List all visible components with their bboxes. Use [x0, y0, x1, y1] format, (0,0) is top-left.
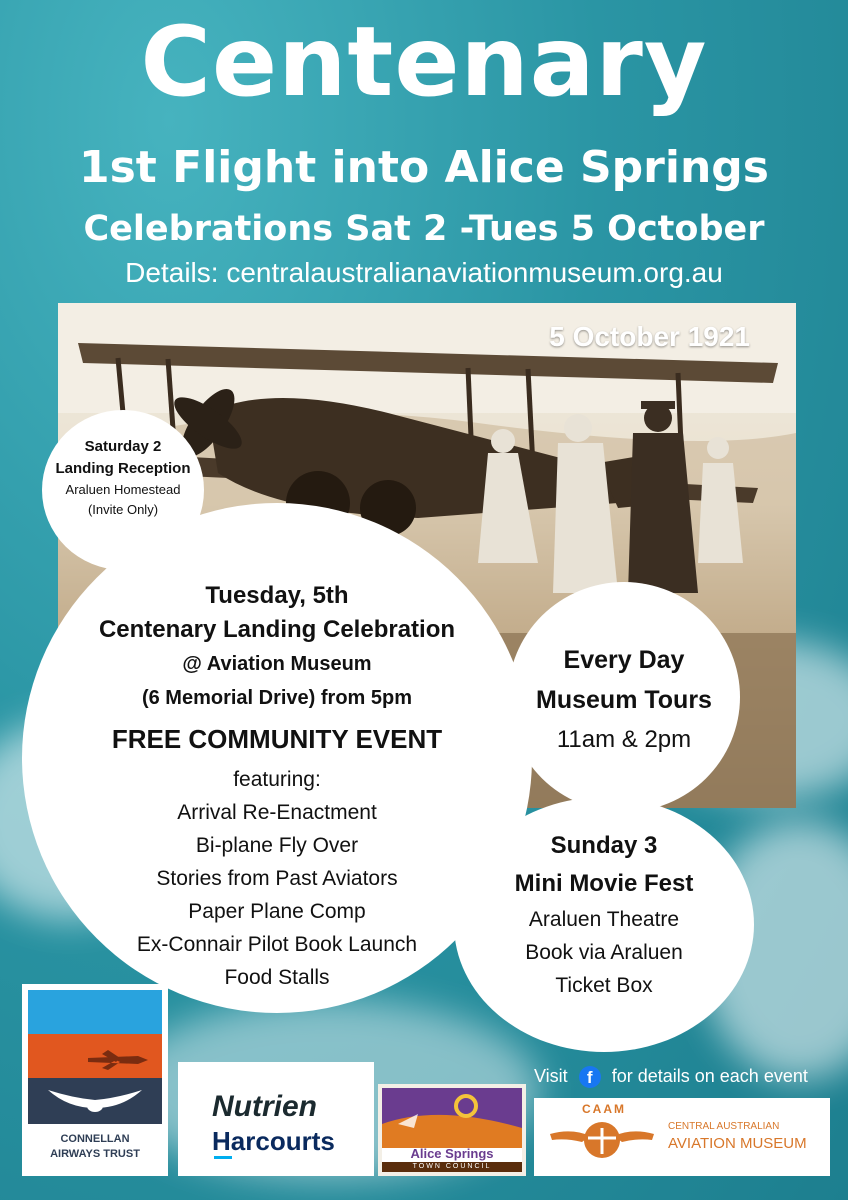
tuesday-venue: @ Aviation Museum	[182, 653, 372, 675]
feature-item: Bi-plane Fly Over	[195, 834, 359, 857]
museum-tours-label: Museum Tours	[536, 686, 712, 714]
sunday-book-2: Ticket Box	[555, 974, 653, 997]
saturday-day: Saturday 2	[84, 438, 162, 455]
connellan-airways-trust-logo[interactable]	[22, 984, 168, 1176]
visit-prefix: Visit	[534, 1066, 568, 1086]
town-council-label: TOWN COUNCIL	[412, 1163, 492, 1170]
visit-suffix: for details on each event	[611, 1066, 808, 1086]
feature-item: Paper Plane Comp	[188, 900, 366, 923]
feature-item: Arrival Re-Enactment	[177, 801, 377, 824]
sunday-venue: Araluen Theatre	[528, 908, 680, 931]
saturday-note: (Invite Only)	[87, 502, 159, 517]
everyday-label: Every Day	[563, 646, 685, 674]
nutrien-wordmark: Nutrien	[212, 1090, 317, 1123]
event-dates: Celebrations Sat 2 -Tues 5 October	[83, 209, 765, 249]
feature-item: Stories from Past Aviators	[156, 867, 398, 890]
caam-abbr: CAAM	[582, 1102, 626, 1116]
facebook-icon[interactable]: f	[579, 1066, 601, 1088]
facebook-visit-note	[534, 1066, 808, 1088]
feature-item: Ex-Connair Pilot Book Launch	[136, 933, 418, 956]
wings-icon	[28, 1078, 162, 1124]
free-event-banner: FREE COMMUNITY EVENT	[111, 724, 443, 754]
tuesday-day: Tuesday, 5th	[205, 582, 349, 609]
saturday-venue: Araluen Homestead	[65, 482, 181, 497]
connellan-blue-band	[28, 990, 162, 1034]
sunday-book: Book via Araluen	[525, 941, 683, 964]
alice-springs-label: Alice Springs	[410, 1146, 494, 1161]
harcourts-underline	[214, 1156, 232, 1159]
sunday-event: Mini Movie Fest	[514, 870, 694, 897]
details-link[interactable]: Details: centralaustralianaviationmuseum.org.au	[125, 257, 723, 288]
tuesday-address: (6 Memorial Drive) from 5pm	[141, 687, 413, 709]
page-title: Centenary	[140, 6, 708, 118]
nutrien-harcourts-logo[interactable]	[178, 1062, 374, 1176]
alice-springs-town-council-logo[interactable]	[378, 1084, 526, 1176]
caam-name: CENTRAL AUSTRALIAN AVIATION MUSEUM	[668, 1121, 807, 1152]
feature-item: Food Stalls	[224, 966, 330, 989]
central-australian-aviation-museum-logo[interactable]	[534, 1098, 830, 1176]
sunday-day: Sunday 3	[550, 832, 658, 859]
plane-silhouette-icon	[28, 1034, 162, 1078]
harcourts-wordmark: Harcourts	[212, 1126, 335, 1156]
everyday-bubble	[508, 582, 740, 812]
subtitle: 1st Flight into Alice Springs	[79, 142, 769, 193]
photo-date: 5 October 1921	[549, 321, 750, 352]
featuring-label: featuring:	[233, 768, 321, 791]
saturday-event: Landing Reception	[55, 460, 191, 477]
tour-times: 11am & 2pm	[556, 726, 692, 753]
sunday-bubble	[454, 797, 754, 1052]
connellan-name: CONNELLAN AIRWAYS TRUST	[50, 1133, 140, 1160]
tuesday-event: Centenary Landing Celebration	[98, 616, 456, 643]
